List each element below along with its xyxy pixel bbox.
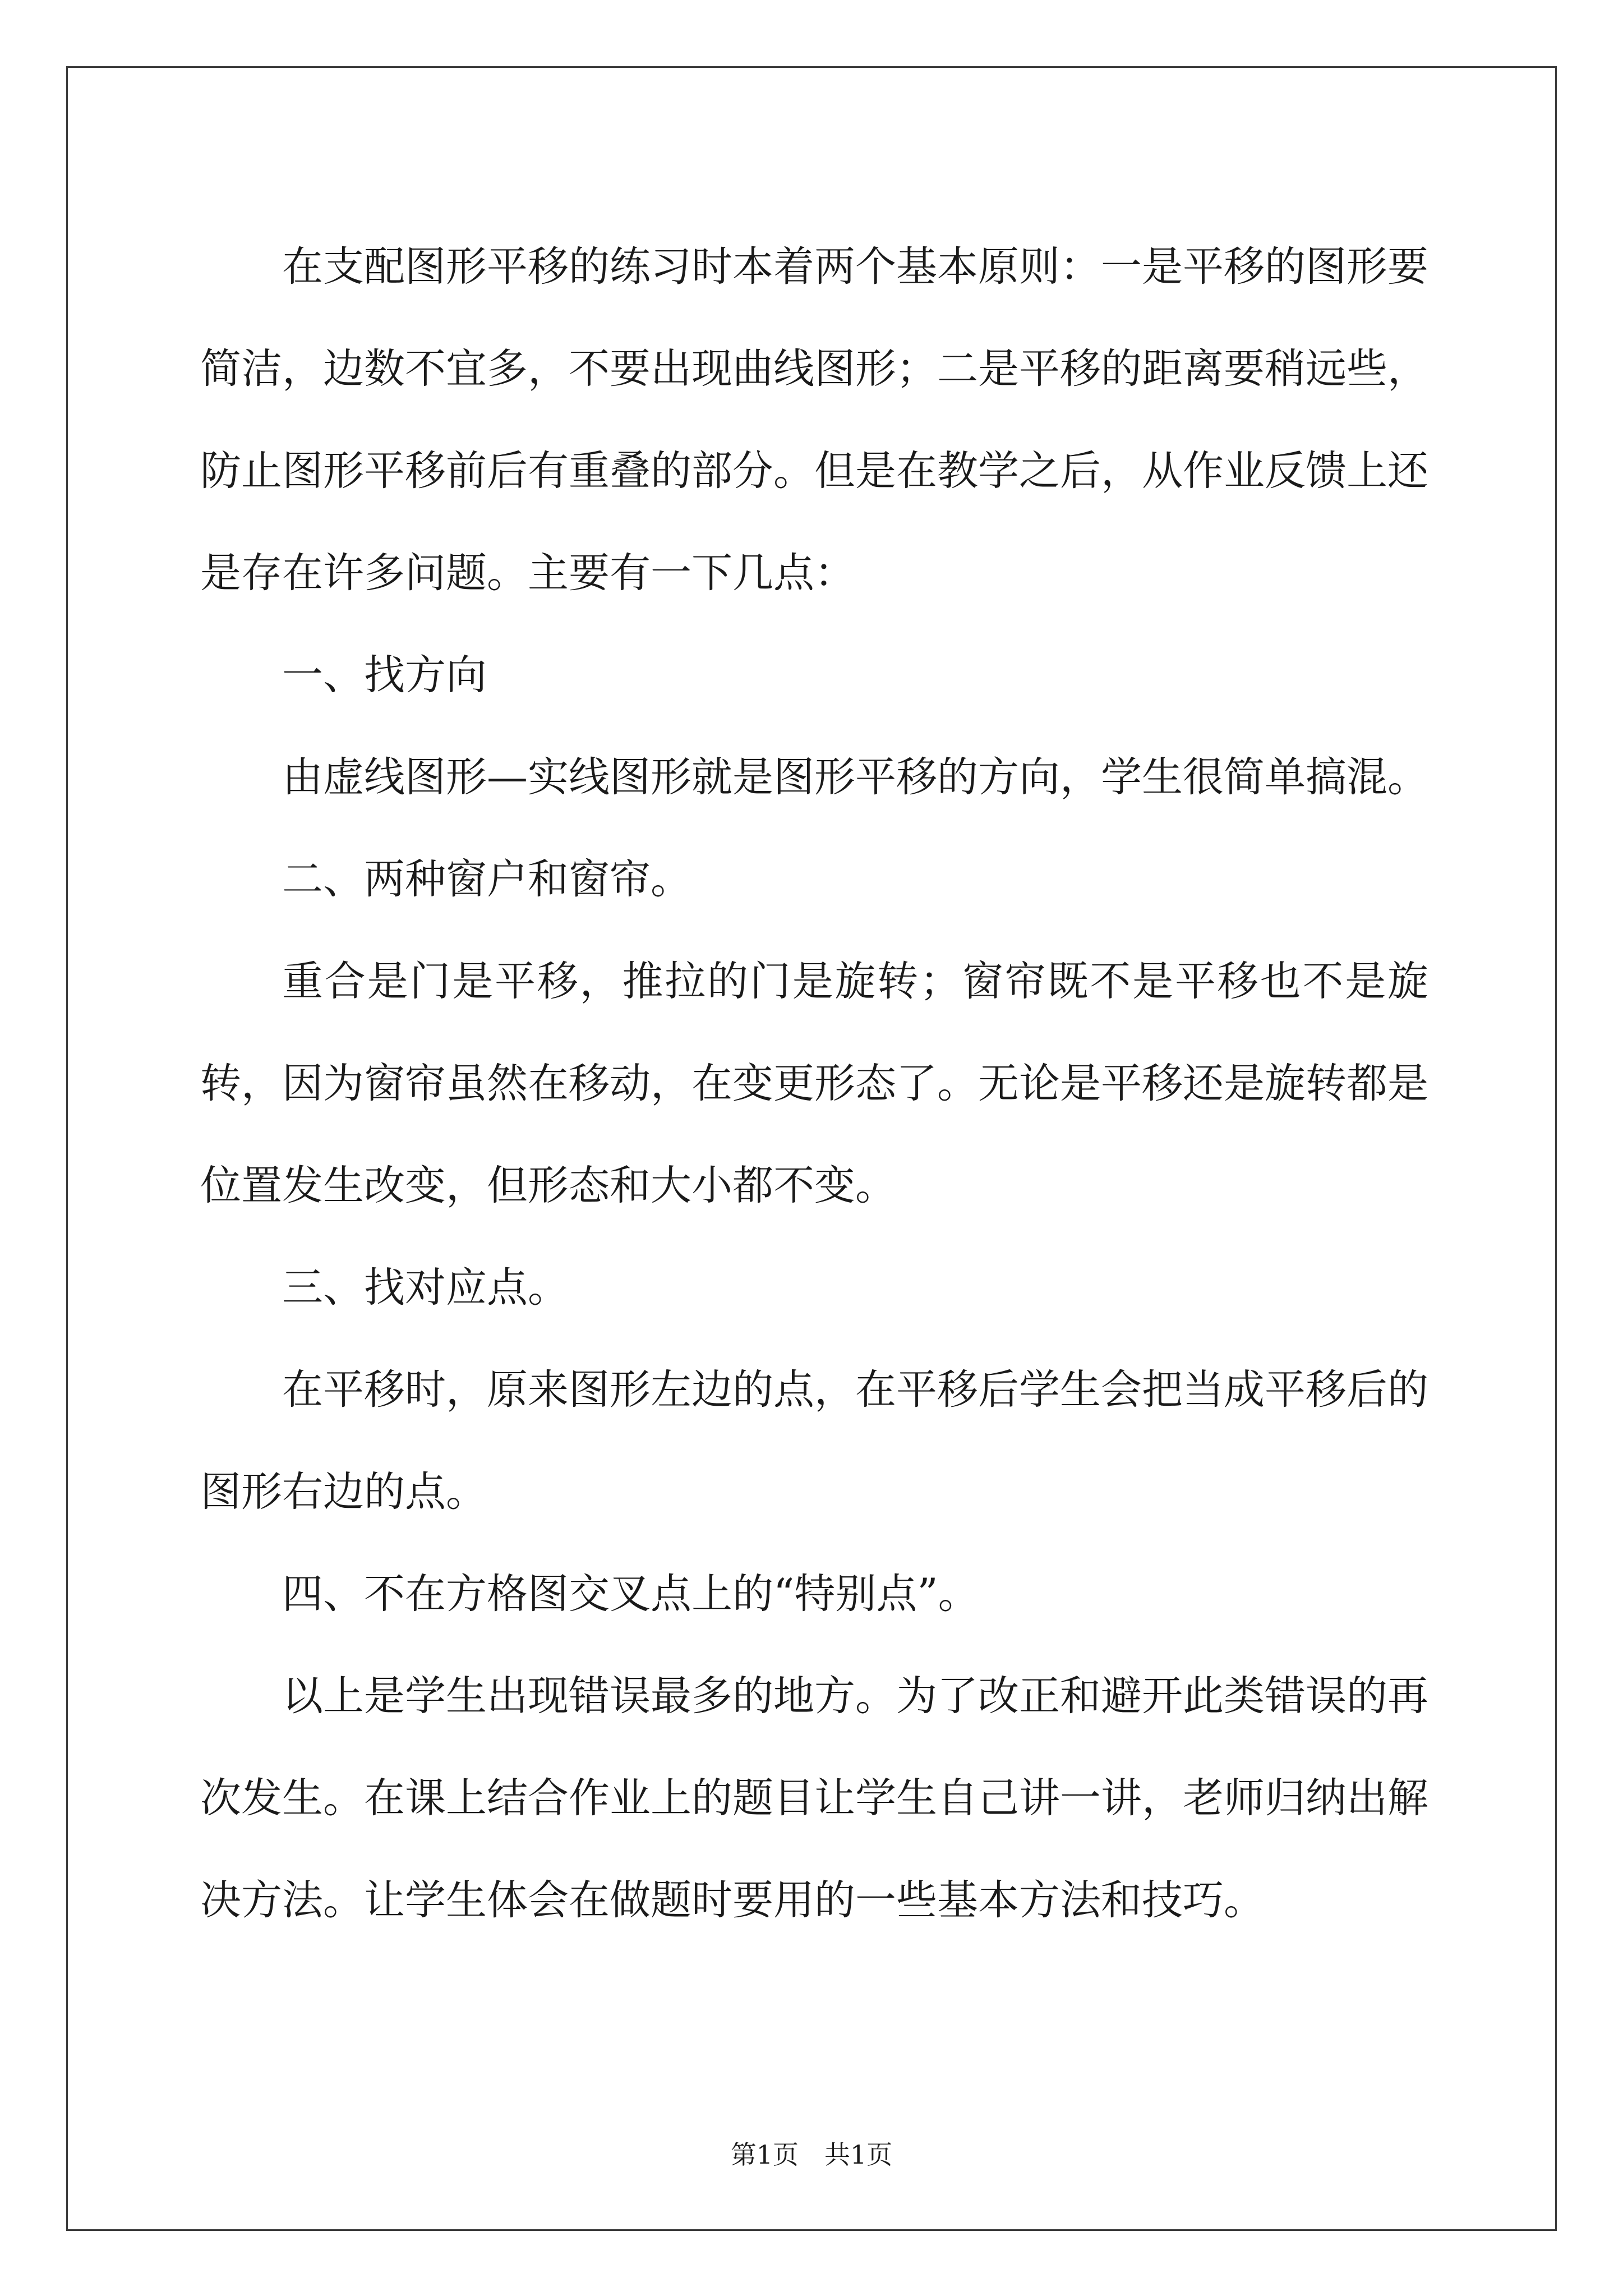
document-body (200, 216, 1428, 1952)
paragraph-windows-curtains: 重合是门是平移，推拉的门是旋转；窗帘既不是平移也不是旋转，因为窗帘虽然在移动，在变更形态了。无论是平移还是旋转都是位置发生改变，但形态和大小都不变。 (200, 958, 1428, 1209)
heading-special-points: 四、不在方格图交叉点上的“特别点”。 (282, 1570, 979, 1618)
paragraph-conclusion: 以上是学生出现错误最多的地方。为了改正和避开此类错误的再次发生。在课上结合作业上的题目让学生自己讲一讲，老师归纳出解决方法。让学生体会在做题时要用的一些基本方法和技巧。 (200, 1672, 1428, 1924)
paragraph-direction: 由虚线图形—实线图形就是图形平移的方向，学生很简单搞混。 (282, 753, 1428, 801)
heading-windows-curtains: 二、两种窗户和窗帘。 (282, 855, 691, 903)
heading-find-direction: 一、找方向 (282, 651, 487, 699)
heading-corresponding-points: 三、找对应点。 (282, 1264, 569, 1312)
page-footer (0, 2134, 1623, 2171)
paragraph-corresponding-points: 在平移时，原来图形左边的点，在平移后学生会把当成平移后的图形右边的点。 (200, 1366, 1428, 1516)
page-total: 共1页 (824, 2139, 893, 2170)
page-number: 第1页 (730, 2139, 799, 2170)
paragraph-intro: 在支配图形平移的练习时本着两个基本原则：一是平移的图形要简洁，边数不宜多，不要出现曲线图形；二是平移的距离要稍远些，防止图形平移前后有重叠的部分。但是在教学之后，从作业反馈上还是存在许多问题。主要有一下几点： (200, 243, 1428, 597)
